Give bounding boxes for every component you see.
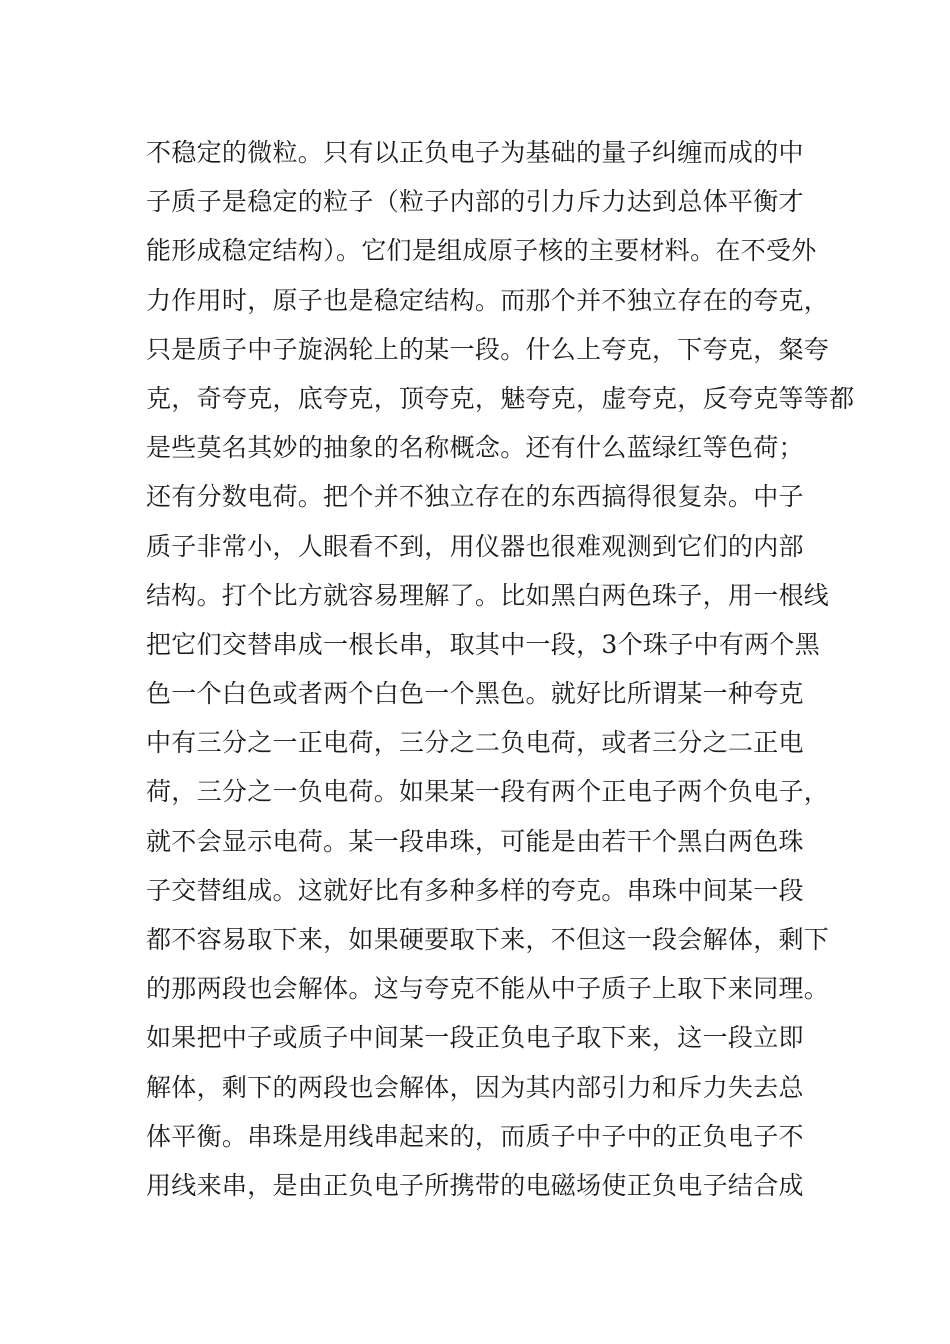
text-line: 的那两段也会解体。这与夸克不能从中子质子上取下来同理。	[146, 974, 830, 1004]
text-line: 解体，剩下的两段也会解体，因为其内部引力和斥力失去总	[146, 1072, 804, 1102]
text-line: 中有三分之一正电荷，三分之二负电荷，或者三分之二正电	[146, 728, 804, 758]
text-line: 只是质子中子旋涡轮上的某一段。什么上夸克，下夸克，粲夸	[146, 334, 830, 364]
text-line: 是些莫名其妙的抽象的名称概念。还有什么蓝绿红等色荷；	[146, 433, 804, 463]
text-line: 力作用时，原子也是稳定结构。而那个并不独立存在的夸克，	[146, 285, 830, 315]
text-line: 色一个白色或者两个白色一个黑色。就好比所谓某一种夸克	[146, 679, 804, 709]
text-line: 把它们交替串成一根长串，取其中一段，3个珠子中有两个黑	[146, 629, 821, 659]
text-line: 都不容易取下来，如果硬要取下来，不但这一段会解体，剩下	[146, 925, 830, 954]
text-line: 克，奇夸克，底夸克，顶夸克，魅夸克，虚夸克，反夸克等等都	[146, 383, 855, 413]
text-line: 能形成稳定结构）。它们是组成原子核的主要材料。在不受外	[146, 236, 817, 266]
text-line: 子质子是稳定的粒子（粒子内部的引力斥力达到总体平衡才	[146, 187, 804, 217]
text-line: 就不会显示电荷。某一段串珠，可能是由若干个黑白两色珠	[146, 826, 804, 856]
text-line: 荷，三分之一负电荷。如果某一段有两个正电子两个负电子，	[146, 777, 830, 807]
body-text	[146, 128, 855, 1210]
text-line: 如果把中子或质子中间某一段正负电子取下来，这一段立即	[146, 1023, 804, 1053]
text-line: 结构。打个比方就容易理解了。比如黑白两色珠子，用一根线	[146, 580, 830, 610]
text-line: 用线来串，是由正负电子所携带的电磁场使正负电子结合成	[146, 1170, 804, 1200]
text-line: 不稳定的微粒。只有以正负电子为基础的量子纠缠而成的中	[146, 138, 804, 167]
text-line: 体平衡。串珠是用线串起来的，而质子中子中的正负电子不	[146, 1121, 804, 1151]
text-line: 还有分数电荷。把个并不独立存在的东西搞得很复杂。中子	[146, 482, 804, 512]
text-line: 子交替组成。这就好比有多种多样的夸克。串珠中间某一段	[146, 875, 804, 905]
text-line: 质子非常小，人眼看不到，用仪器也很难观测到它们的内部	[146, 531, 804, 561]
